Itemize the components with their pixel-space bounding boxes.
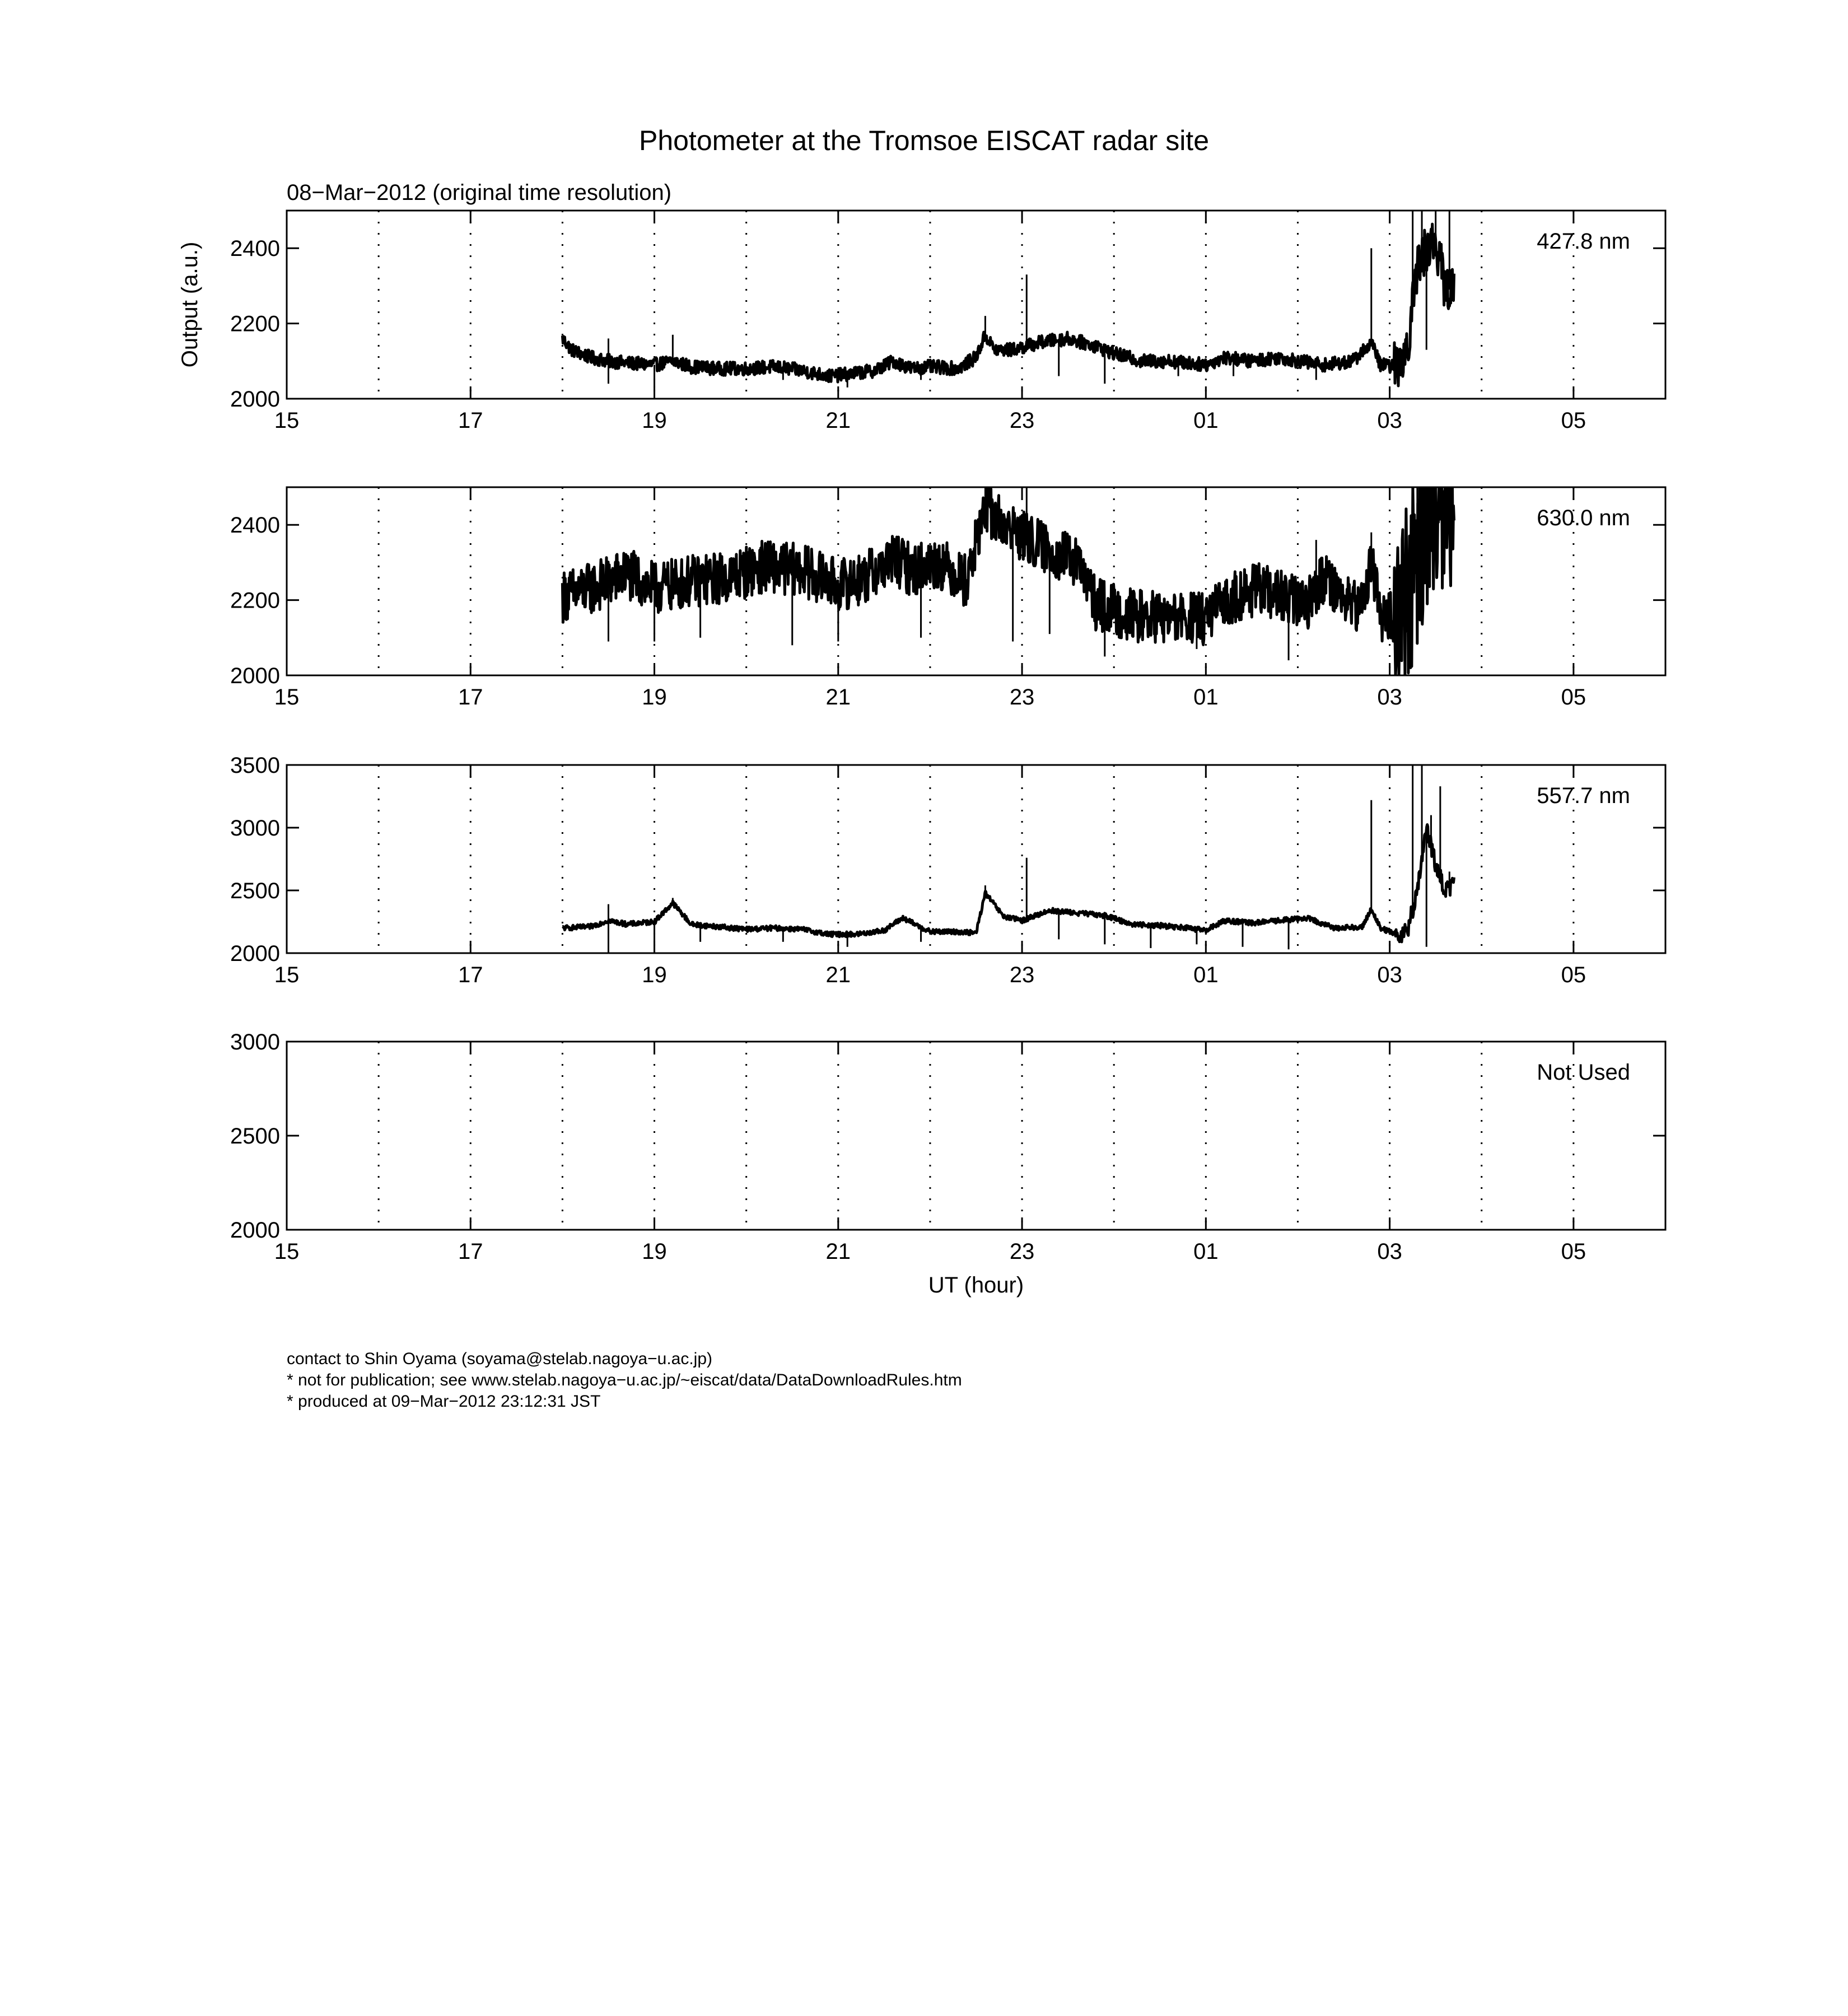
plot-frame [287,1042,1665,1230]
x-tick-label: 05 [1561,1239,1586,1264]
y-tick-label: 2400 [230,513,280,538]
x-tick-label: 17 [458,408,483,433]
chart-panel-4 [230,1030,1665,1298]
x-tick-label: 01 [1193,685,1219,710]
x-axis-label: UT (hour) [928,1273,1024,1298]
series-label: 557.7 nm [1537,783,1630,808]
y-tick-label: 2500 [230,879,280,903]
data-series-line [562,487,1454,675]
y-tick-label: 2200 [230,311,280,337]
x-tick-label: 23 [1009,408,1035,433]
series-label: 427.8 nm [1537,229,1630,254]
plot-frame [287,211,1665,399]
x-tick-label: 19 [642,408,667,433]
x-tick-label: 17 [458,685,483,710]
footer-produced: * produced at 09−Mar−2012 23:12:31 JST [287,1392,601,1411]
x-tick-label: 03 [1377,1239,1402,1264]
y-tick-label: 3500 [230,753,280,778]
plot-frame [287,487,1665,675]
x-tick-label: 19 [642,685,667,710]
x-tick-label: 01 [1193,408,1219,433]
x-tick-label: 03 [1377,963,1402,987]
x-tick-label: 15 [274,685,300,710]
footer-contact: contact to Shin Oyama (soyama@stelab.nagoya−u.ac.jp) [287,1350,713,1368]
x-tick-label: 23 [1009,1239,1035,1264]
x-tick-label: 01 [1193,1239,1219,1264]
x-tick-label: 01 [1193,963,1219,987]
x-tick-label: 21 [825,685,851,710]
x-tick-label: 21 [825,963,851,987]
x-tick-label: 21 [825,1239,851,1264]
data-series-line [562,224,1454,386]
y-tick-label: 2400 [230,236,280,262]
y-tick-label: 2000 [230,941,280,966]
plot-frame [287,765,1665,953]
y-tick-label: 2000 [230,664,280,688]
x-tick-label: 05 [1561,963,1586,987]
x-tick-label: 23 [1009,963,1035,987]
series-label: Not Used [1537,1060,1630,1085]
data-series-line [562,825,1454,942]
x-tick-label: 03 [1377,685,1402,710]
x-tick-label: 19 [642,1239,667,1264]
series-label: 630.0 nm [1537,506,1630,530]
y-tick-label: 2500 [230,1124,280,1149]
x-tick-label: 23 [1009,685,1035,710]
chart-panel-3 [230,753,1665,987]
x-tick-label: 15 [274,1239,300,1264]
y-tick-label: 2200 [230,588,280,613]
y-tick-label: 2000 [230,387,280,412]
x-tick-label: 05 [1561,408,1586,433]
x-tick-label: 19 [642,963,667,987]
y-tick-label: 2000 [230,1218,280,1243]
x-tick-label: 15 [274,963,300,987]
figure-title: Photometer at the Tromsoe EISCAT radar site [638,125,1210,156]
footer-rules: * not for publication; see www.stelab.nagoya−u.ac.jp/~eiscat/data/DataDownloadRules.htm [287,1371,962,1389]
footer-notes [287,1348,962,1412]
chart-panel-1 [178,211,1665,433]
chart-panel-2 [230,487,1665,710]
x-tick-label: 15 [274,408,300,433]
x-tick-label: 05 [1561,685,1586,710]
y-tick-label: 3000 [230,1030,280,1054]
x-tick-label: 03 [1377,408,1402,433]
figure-subtitle: 08−Mar−2012 (original time resolution) [287,180,672,205]
x-tick-label: 21 [825,408,851,433]
y-axis-label: Output (a.u.) [178,241,202,368]
y-tick-label: 3000 [230,816,280,841]
x-tick-label: 17 [458,1239,483,1264]
x-tick-label: 17 [458,963,483,987]
